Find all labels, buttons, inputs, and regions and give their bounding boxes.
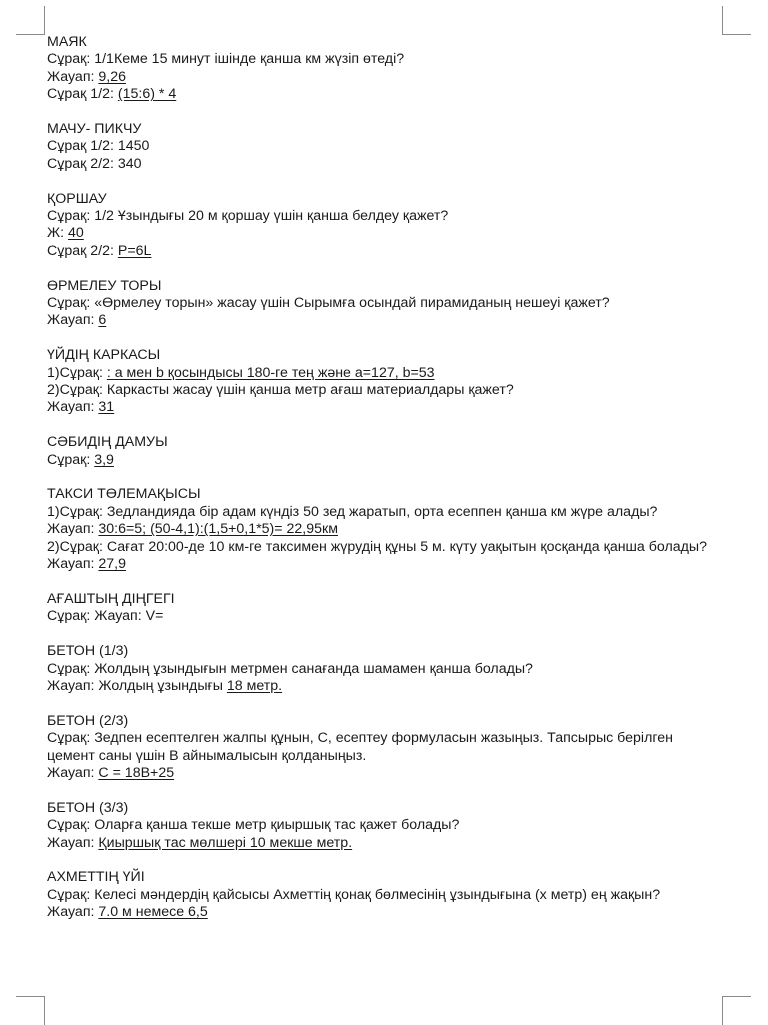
line-label: Жауап: [47,904,99,921]
section [47,191,707,261]
answer-value: 6 [98,312,107,329]
line-text: Жолдың ұзындығын метрмен санағанда шамамен қанша болады? [94,660,533,677]
section [47,121,707,173]
line-label: Сұрақ: [47,608,95,625]
section [47,278,707,330]
line-label: 2)Сұрақ: [47,382,107,399]
line-label: Жауап: [47,764,99,781]
line-text: Сағат 20:00-де 10 км-ге таксимен жүрудің құны 5 м. күту уақытын қосқанда қанша болады? [106,538,707,555]
line-label: Сұрақ: [47,886,95,903]
qa-line [47,399,707,416]
qa-line [47,608,707,625]
line-label: Сұрақ: [47,208,95,225]
line-label: Ж: [47,225,68,242]
section [47,434,707,469]
answer-value: (15:6) * 4 [117,86,177,103]
qa-line [47,452,707,469]
line-text: Оларға қанша текше метр қиыршық тас қажет болады? [94,817,460,834]
line-text: «Өрмелеу торын» жасау үшін Сырымға осындай пирамиданың нешеуі қажет? [94,295,610,312]
document-body [47,34,707,939]
line-text: Каркасты жасау үшін қанша метр ағаш материалдары қажет? [106,382,514,399]
answer-value: 18 метр. [226,677,283,694]
section [47,486,707,573]
qa-line [47,539,707,556]
line-label: Сұрақ 1/2: [47,138,118,155]
line-label: 2)Сұрақ: [47,538,107,555]
section-title: БЕТОН (1/3) [47,643,129,660]
section [47,869,707,921]
answer-value: 27,9 [98,556,127,573]
line-label: Жауап: [47,556,99,573]
line-text: 1/1Кеме 15 минут ішінде қанша км жүзіп өтеді? [94,51,405,68]
section-title: АҒАШТЫҢ ДІҢГЕГІ [47,590,175,607]
line-label: Сұрақ: [47,451,95,468]
line-label: Жауап: [47,312,99,329]
qa-line [47,138,707,155]
section-title: ӨРМЕЛЕУ ТОРЫ [47,277,162,294]
line-label: Жауап: [47,834,99,851]
line-label: Сұрақ: [47,295,95,312]
qa-line [47,678,707,695]
crop-mark-bottom-right [722,996,751,1025]
answer-value: P=6L [117,242,152,259]
qa-line [47,556,707,573]
qa-line [47,69,707,86]
line-label: Сұрақ 1/2: [47,86,118,103]
section-title: ТАКСИ ТӨЛЕМАҚЫСЫ [47,486,201,503]
crop-mark-top-right [722,6,751,35]
qa-line [47,86,707,103]
qa-line [47,365,707,382]
qa-line [47,225,707,242]
section-title: МАЧУ- ПИКЧУ [47,121,142,138]
answer-value: 31 [98,399,115,416]
answer-value: 40 [67,225,84,242]
qa-line [47,295,707,312]
line-label: Жауап: Жолдың ұзындығы [47,677,227,694]
line-label: 1)Сұрақ: [47,503,107,520]
qa-line [47,817,707,834]
section-title: БЕТОН (2/3) [47,712,129,729]
answer-value: Қиыршық тас мөлшері 10 мекше метр. [98,834,353,851]
section-title: ҚОРШАУ [47,190,107,207]
section-title: МАЯК [47,34,87,50]
line-label: Сұрақ: [47,51,95,68]
qa-line [47,504,707,521]
line-label: Жауап: [47,68,99,85]
qa-line [47,835,707,852]
line-label: Жауап: [47,521,99,538]
line-text: Жауап: V= [94,608,164,625]
qa-line [47,243,707,260]
section [47,34,707,104]
answer-value: 9,26 [98,68,127,85]
qa-line [47,730,707,765]
section [47,643,707,695]
line-text: Келесі мәндердің қайсысы Ахметтің қонақ бөлмесінің ұзындығына (х метр) ең жақын? [94,886,661,903]
qa-line [47,208,707,225]
answer-value: C = 18B+25 [98,764,175,781]
line-text: Зедпен есептелген жалпы құнын, С, есептеу формуласын жазыңыз. Тапсырыс берілген цемент саны үшін В айнымалысын қолданыңыз. [47,730,673,764]
line-label: Сұрақ 2/2: [47,155,118,172]
line-text: 1/2 Ұзындығы 20 м қоршау үшін қанша белдеу қажет? [94,208,449,225]
qa-line [47,51,707,68]
answer-value: 30:6=5; (50-4,1):(1,5+0,1*5)= 22,95км [98,521,338,538]
section-title: БЕТОН (3/3) [47,799,129,816]
qa-line [47,765,707,782]
answer-value: 3,9 [94,451,114,468]
line-label: Жауап: [47,399,99,416]
qa-line [47,904,707,921]
crop-mark-top-left [16,6,45,35]
qa-line [47,312,707,329]
qa-line [47,156,707,173]
line-text: 340 [117,155,142,172]
line-text: 1450 [117,138,150,155]
qa-line [47,661,707,678]
line-label: Сұрақ 2/2: [47,242,118,259]
line-text: Зедландияда бір адам күндіз 50 зед жаратып, орта есеппен қанша км жүре алады? [106,503,658,520]
answer-value: 7.0 м немесе 6,5 [98,904,208,921]
qa-line [47,521,707,538]
section-title: ҮЙДІҢ КАРКАСЫ [47,347,161,364]
section [47,800,707,852]
line-label: Сұрақ: [47,730,95,747]
answer-value: : a мен b қосындысы 180-ге тең және a=127, b=53 [106,364,435,381]
section [47,713,707,783]
section-title: СӘБИДІҢ ДАМУЫ [47,434,168,451]
line-label: Сұрақ: [47,817,95,834]
qa-line [47,382,707,399]
section [47,591,707,626]
section-title: АХМЕТТІҢ ҮЙІ [47,869,145,886]
section [47,347,707,417]
crop-mark-bottom-left [16,996,45,1025]
line-label: Сұрақ: [47,660,95,677]
qa-line [47,887,707,904]
line-label: 1)Сұрақ: [47,364,107,381]
